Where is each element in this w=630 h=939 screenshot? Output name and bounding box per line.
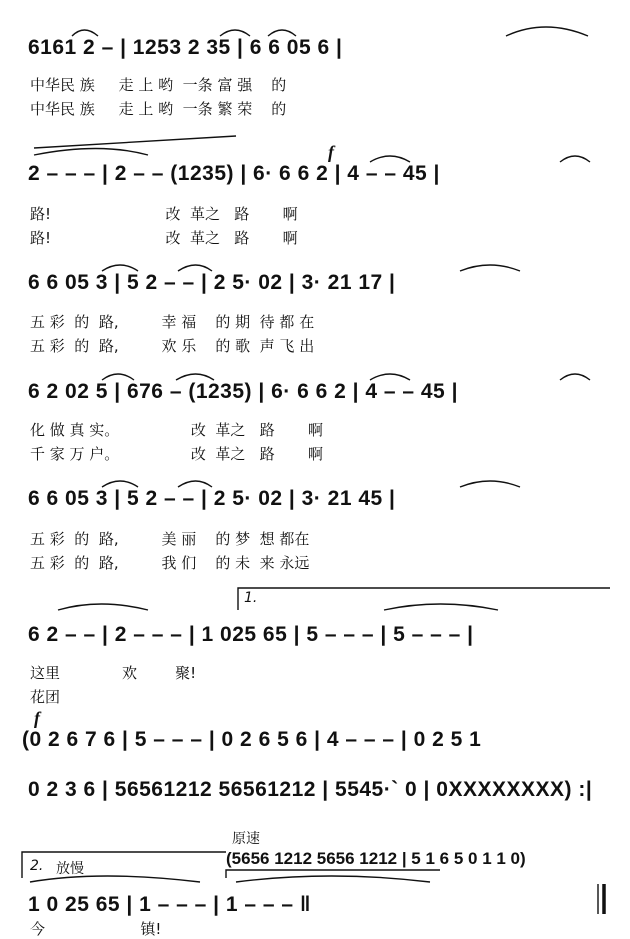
line-6-notes: 6 2 – – | 2 – – – | 1 025 65 | 5 – – – | 5 – – – |	[28, 623, 474, 646]
tempo-marking-slow: 放慢	[56, 861, 84, 877]
volta-2-label: 2.	[30, 858, 44, 874]
line-3-lyrics-verse-1: 五 彩 的 路, 幸 福 的 期 待 都 在	[30, 313, 315, 331]
line-6-lyrics-verse-2: 花团	[30, 688, 61, 706]
volta-1-label: 1.	[244, 590, 258, 606]
line-1-lyrics-verse-2: 中华民 族 走 上 哟 一条 繁 荣 的	[30, 100, 287, 118]
line-1-lyrics-verse-1: 中华民 族 走 上 哟 一条 富 强 的	[30, 76, 287, 94]
line-4-notes: 6 2 02 5 | 676 – (1235) | 6· 6 6 2 | 4 – – 45 |	[28, 380, 458, 403]
dynamic-marking-forte-2: f	[34, 708, 40, 728]
line-10-lyrics: 今 镇!	[30, 920, 162, 938]
line-4-lyrics-verse-1: 化 做 真 实。 改 革之 路 啊	[30, 421, 324, 439]
line-9-notes: (5656 1212 5656 1212 | 5 1 6 5 0 1 1 0)	[226, 849, 526, 868]
line-5-lyrics-verse-2: 五 彩 的 路, 我 们 的 未 来 永远	[30, 554, 310, 572]
line-1-notes: 6161 2 – | 1253 2 35 | 6 6 05 6 |	[28, 36, 343, 59]
line-8-notes: 0 2 3 6 | 56561212 56561212 | 5545·` 0 | 0XXXXXXXX) :|	[28, 778, 593, 801]
line-6-lyrics-verse-1: 这里 欢 聚!	[30, 664, 197, 682]
slur	[72, 30, 98, 36]
line-2-lyrics-verse-2: 路! 改 革之 路 啊	[30, 229, 298, 247]
slur	[506, 27, 588, 36]
dynamic-marking-forte: f	[328, 142, 334, 162]
line-3-lyrics-verse-2: 五 彩 的 路, 欢 乐 的 歌 声 飞 出	[30, 337, 315, 355]
line-4-lyrics-verse-2: 千 家 万 户。 改 革之 路 啊	[30, 445, 324, 463]
line-2-lyrics-verse-1: 路! 改 革之 路 啊	[30, 205, 298, 223]
tempo-marking-original: 原速	[232, 831, 260, 847]
slur	[268, 30, 296, 36]
line-3-notes: 6 6 05 3 | 5 2 – – | 2 5· 02 | 3· 21 17 |	[28, 271, 396, 294]
line-10-notes: 1 0 25 65 | 1 – – – | 1 – – – ‖	[28, 893, 311, 916]
line-7-notes: (0 2 6 7 6 | 5 – – – | 0 2 6 5 6 | 4 – – – | 0 2 5 1	[22, 728, 482, 751]
slur	[220, 30, 250, 36]
line-5-notes: 6 6 05 3 | 5 2 – – | 2 5· 02 | 3· 21 45 |	[28, 487, 396, 510]
line-2-notes: 2 – – – | 2 – – (1235) | 6· 6 6 2 | 4 – – 45 |	[28, 162, 440, 185]
line-5-lyrics-verse-1: 五 彩 的 路, 美 丽 的 梦 想 都在	[30, 530, 310, 548]
